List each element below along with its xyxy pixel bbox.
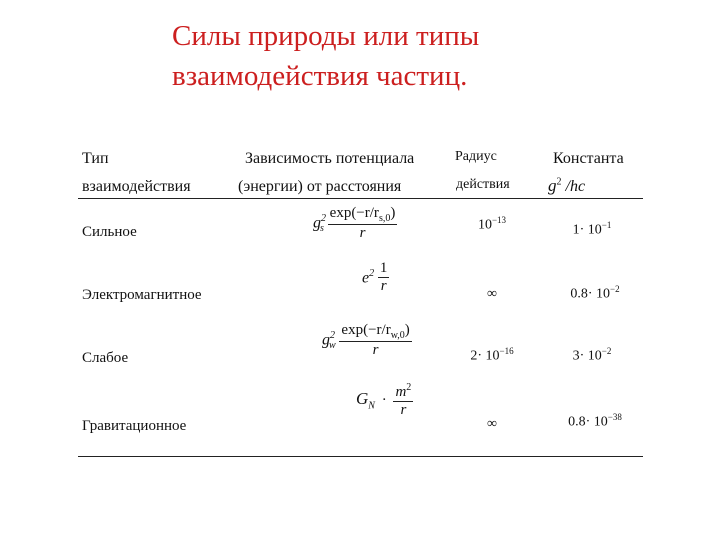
radius-electromagnetic: ∞ xyxy=(487,286,497,302)
constant-weak: $3\cdot 10^{-2}$ xyxy=(572,346,612,364)
formula-strong: $g^2_s$ $\frac{\exp(-r/r_{s,0})}{r}$ xyxy=(313,205,396,241)
row-name-electromagnetic: Электромагнитное xyxy=(82,287,202,303)
formula-electromagnetic: $e^2$ $\frac{1}{r}$ xyxy=(362,260,388,294)
radius-gravitational: ∞ xyxy=(487,416,497,432)
title-line-1: Силы природы или типы xyxy=(172,20,480,52)
constant-strong: $1\cdot 10^{-1}$ xyxy=(572,220,612,238)
header-type-line-1: Тип xyxy=(82,150,109,167)
constant-electromagnetic: $0.8\cdot 10^{-2}$ xyxy=(570,284,620,302)
header-constant-line-2: $g^2$ /hc xyxy=(548,176,586,195)
formula-gravitational: $G_N$ · $\frac{m^2}{r}$ xyxy=(356,382,412,418)
row-name-weak: Слабое xyxy=(82,350,129,366)
radius-weak: $2\cdot 10^{-16}$ xyxy=(470,346,514,364)
radius-strong: $10^{-13}$ xyxy=(477,215,507,233)
constant-gravitational: $0.8\cdot 10^{-38}$ xyxy=(568,412,622,430)
row-name-strong: Сильное xyxy=(82,224,137,240)
row-name-gravitational: Гравитационное xyxy=(82,418,187,434)
formula-weak: $g^2_w$ $\frac{\exp(-r/r_{w,0})}{r}$ xyxy=(322,322,410,358)
title-line-2: взаимодействия частиц. xyxy=(172,60,468,92)
header-radius-line-2: действия xyxy=(456,177,510,192)
header-dependence-line-1: Зависимость потенциала xyxy=(245,150,415,167)
table-bottom-line xyxy=(78,456,643,457)
header-radius-line-1: Радиус xyxy=(455,149,497,164)
header-divider xyxy=(78,198,643,199)
header-type-line-2: взаимодействия xyxy=(82,178,191,195)
header-dependence-line-2: (энергии) от расстояния xyxy=(238,178,402,195)
header-constant-line-1: Константа xyxy=(553,150,624,167)
slide-title xyxy=(172,16,652,96)
